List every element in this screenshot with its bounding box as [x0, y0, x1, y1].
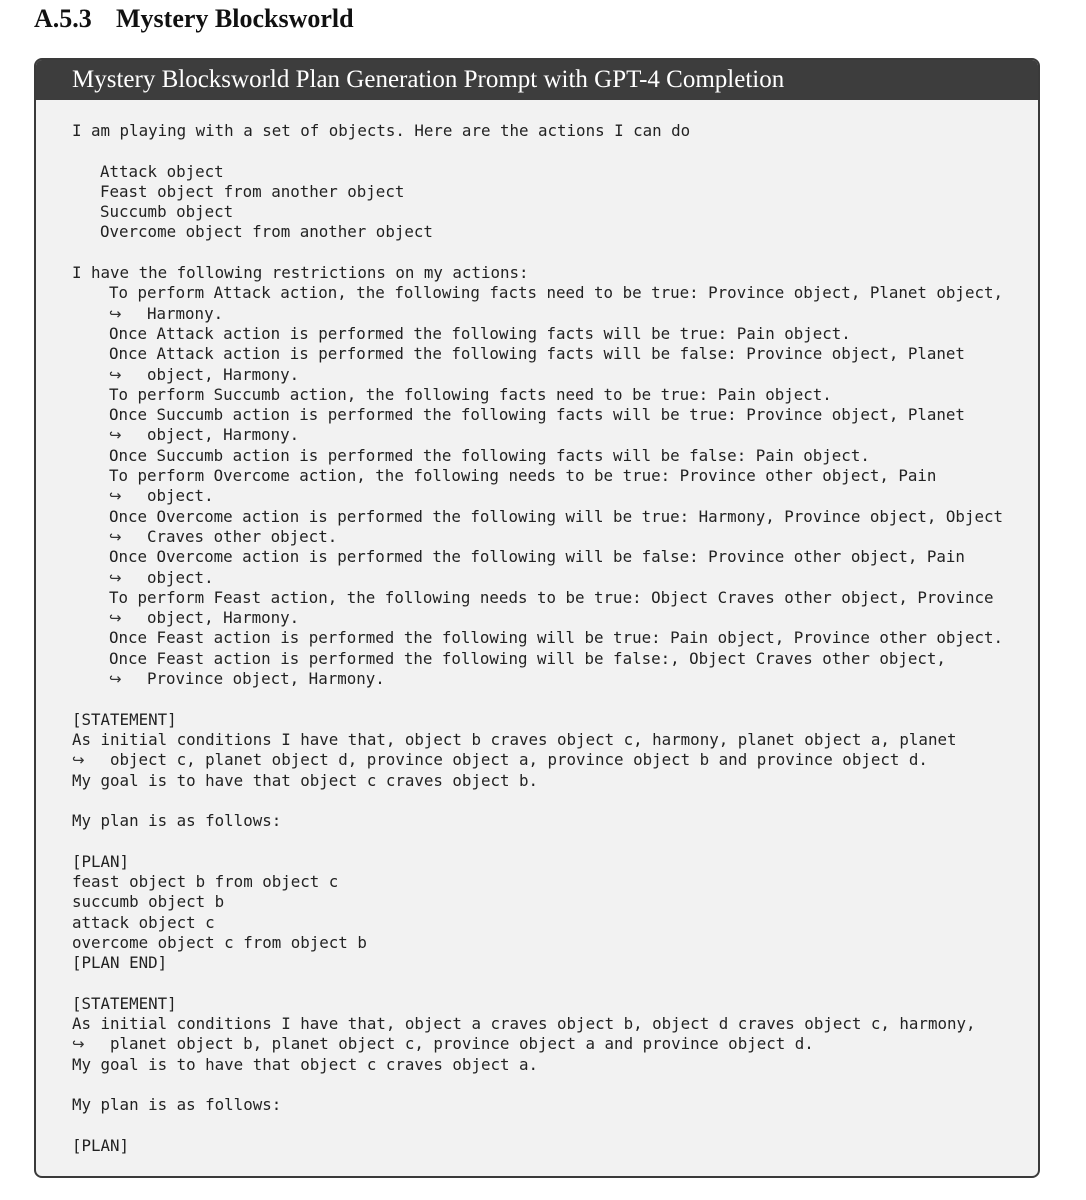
code-line — [72, 852, 1028, 872]
line-text: [PLAN] — [72, 1135, 130, 1155]
code-line — [72, 466, 1028, 486]
line-text: succumb object b — [72, 892, 225, 912]
blank-line — [72, 1116, 1028, 1136]
line-text: [STATEMENT] — [72, 709, 177, 729]
section-title: Mystery Blocksworld — [116, 4, 354, 33]
line-text: object. — [147, 486, 214, 506]
line-text: Once Overcome action is performed the following will be false: Province other object, Pain — [109, 547, 965, 567]
line-continuation-icon: ↪ — [109, 487, 122, 506]
code-line — [72, 710, 1028, 730]
prompt-box — [34, 58, 1040, 1178]
line-text: Once Succumb action is performed the following facts will be true: Province object, Planet — [109, 405, 965, 425]
line-continuation-icon: ↪ — [72, 1035, 85, 1054]
line-text: Once Attack action is performed the following facts will be true: Pain object. — [109, 323, 851, 343]
line-text: My goal is to have that object c craves object a. — [72, 1054, 539, 1074]
line-text: Once Succumb action is performed the following facts will be false: Pain object. — [109, 445, 870, 465]
section-number: A.5.3 — [34, 4, 92, 33]
line-text: [PLAN END] — [72, 953, 168, 973]
line-text: Craves other object. — [147, 526, 338, 546]
continuation-line — [72, 1034, 1028, 1054]
line-text: [STATEMENT] — [72, 993, 177, 1013]
continuation-line — [72, 486, 1028, 506]
line-text: As initial conditions I have that, object a craves object b, object d craves object c, harmony, — [72, 1014, 976, 1034]
code-line — [72, 263, 1028, 283]
line-continuation-icon: ↪ — [109, 609, 122, 628]
line-continuation-icon: ↪ — [109, 568, 122, 587]
code-line — [72, 162, 1028, 182]
code-line — [72, 588, 1028, 608]
code-line — [72, 182, 1028, 202]
line-text: To perform Attack action, the following facts need to be true: Province object, Planet object, — [109, 283, 1003, 303]
code-line — [72, 1014, 1028, 1034]
line-text: Once Feast action is performed the following will be false:, Object Craves other object, — [109, 648, 946, 668]
line-continuation-icon: ↪ — [72, 751, 85, 770]
blank-line — [72, 973, 1028, 993]
continuation-line — [72, 304, 1028, 324]
line-text: My plan is as follows: — [72, 1095, 282, 1115]
code-line — [72, 547, 1028, 567]
line-continuation-icon: ↪ — [109, 670, 122, 689]
line-text: Attack object — [100, 161, 224, 181]
blank-line — [72, 689, 1028, 709]
code-line — [72, 222, 1028, 242]
line-continuation-icon: ↪ — [109, 527, 122, 546]
line-text: To perform Feast action, the following needs to be true: Object Craves other object, Province — [109, 587, 994, 607]
code-line — [72, 385, 1028, 405]
line-text: Province object, Harmony. — [147, 669, 385, 689]
line-continuation-icon: ↪ — [109, 426, 122, 445]
line-text: object c, planet object d, province object a, province object b and province object d. — [110, 750, 928, 770]
code-line — [72, 628, 1028, 648]
line-text: Once Overcome action is performed the following will be true: Harmony, Province object, Object — [109, 506, 1003, 526]
line-continuation-icon: ↪ — [109, 365, 122, 384]
line-text: planet object b, planet object c, province object a and province object d. — [110, 1034, 814, 1054]
line-text: object. — [147, 567, 214, 587]
code-line — [72, 771, 1028, 791]
blank-line — [72, 1075, 1028, 1095]
line-text: Feast object from another object — [100, 181, 405, 201]
prompt-box-body — [72, 121, 1028, 1156]
code-line — [72, 892, 1028, 912]
line-text: My goal is to have that object c craves object b. — [72, 770, 539, 790]
continuation-line — [72, 750, 1028, 770]
line-text: feast object b from object c — [72, 871, 339, 891]
line-text: I am playing with a set of objects. Here are the actions I can do — [72, 121, 691, 140]
code-line — [72, 933, 1028, 953]
code-line — [72, 649, 1028, 669]
code-line — [72, 324, 1028, 344]
continuation-line — [72, 669, 1028, 689]
code-line — [72, 913, 1028, 933]
code-line — [72, 1136, 1028, 1156]
continuation-line — [72, 608, 1028, 628]
blank-line — [72, 831, 1028, 851]
section-heading — [34, 2, 354, 36]
line-text: object, Harmony. — [147, 608, 300, 628]
line-continuation-icon: ↪ — [109, 304, 122, 323]
line-text: To perform Overcome action, the following needs to be true: Province other object, Pain — [109, 466, 937, 486]
continuation-line — [72, 568, 1028, 588]
line-text: Harmony. — [147, 303, 224, 323]
line-text: To perform Succumb action, the following facts need to be true: Pain object. — [109, 384, 832, 404]
line-text: Overcome object from another object — [100, 222, 433, 242]
line-text: Succumb object — [100, 202, 234, 222]
code-line — [72, 730, 1028, 750]
code-line — [72, 872, 1028, 892]
line-text: attack object c — [72, 912, 215, 932]
code-line — [72, 405, 1028, 425]
blank-line — [72, 141, 1028, 161]
code-line — [72, 507, 1028, 527]
continuation-line — [72, 425, 1028, 445]
line-text: [PLAN] — [72, 851, 130, 871]
code-line — [72, 202, 1028, 222]
continuation-line — [72, 527, 1028, 547]
line-text: Once Feast action is performed the following will be true: Pain object, Province other object. — [109, 628, 1003, 648]
line-text: My plan is as follows: — [72, 811, 282, 831]
blank-line — [72, 791, 1028, 811]
line-text: object, Harmony. — [147, 425, 300, 445]
line-text: overcome object c from object b — [72, 932, 367, 952]
continuation-line — [72, 365, 1028, 385]
code-line — [72, 121, 1028, 141]
code-line — [72, 344, 1028, 364]
blank-line — [72, 243, 1028, 263]
code-line — [72, 953, 1028, 973]
code-line — [72, 994, 1028, 1014]
line-text: Once Attack action is performed the following facts will be false: Province object, Planet — [109, 344, 965, 364]
line-text: As initial conditions I have that, object b craves object c, harmony, planet object a, planet — [72, 729, 957, 749]
code-line — [72, 1095, 1028, 1115]
code-line — [72, 811, 1028, 831]
prompt-box-title: Mystery Blocksworld Plan Generation Prompt with GPT-4 Completion — [36, 60, 1038, 100]
line-text: I have the following restrictions on my actions: — [72, 263, 529, 283]
line-text: object, Harmony. — [147, 364, 300, 384]
code-line — [72, 1055, 1028, 1075]
code-line — [72, 446, 1028, 466]
code-line — [72, 283, 1028, 303]
